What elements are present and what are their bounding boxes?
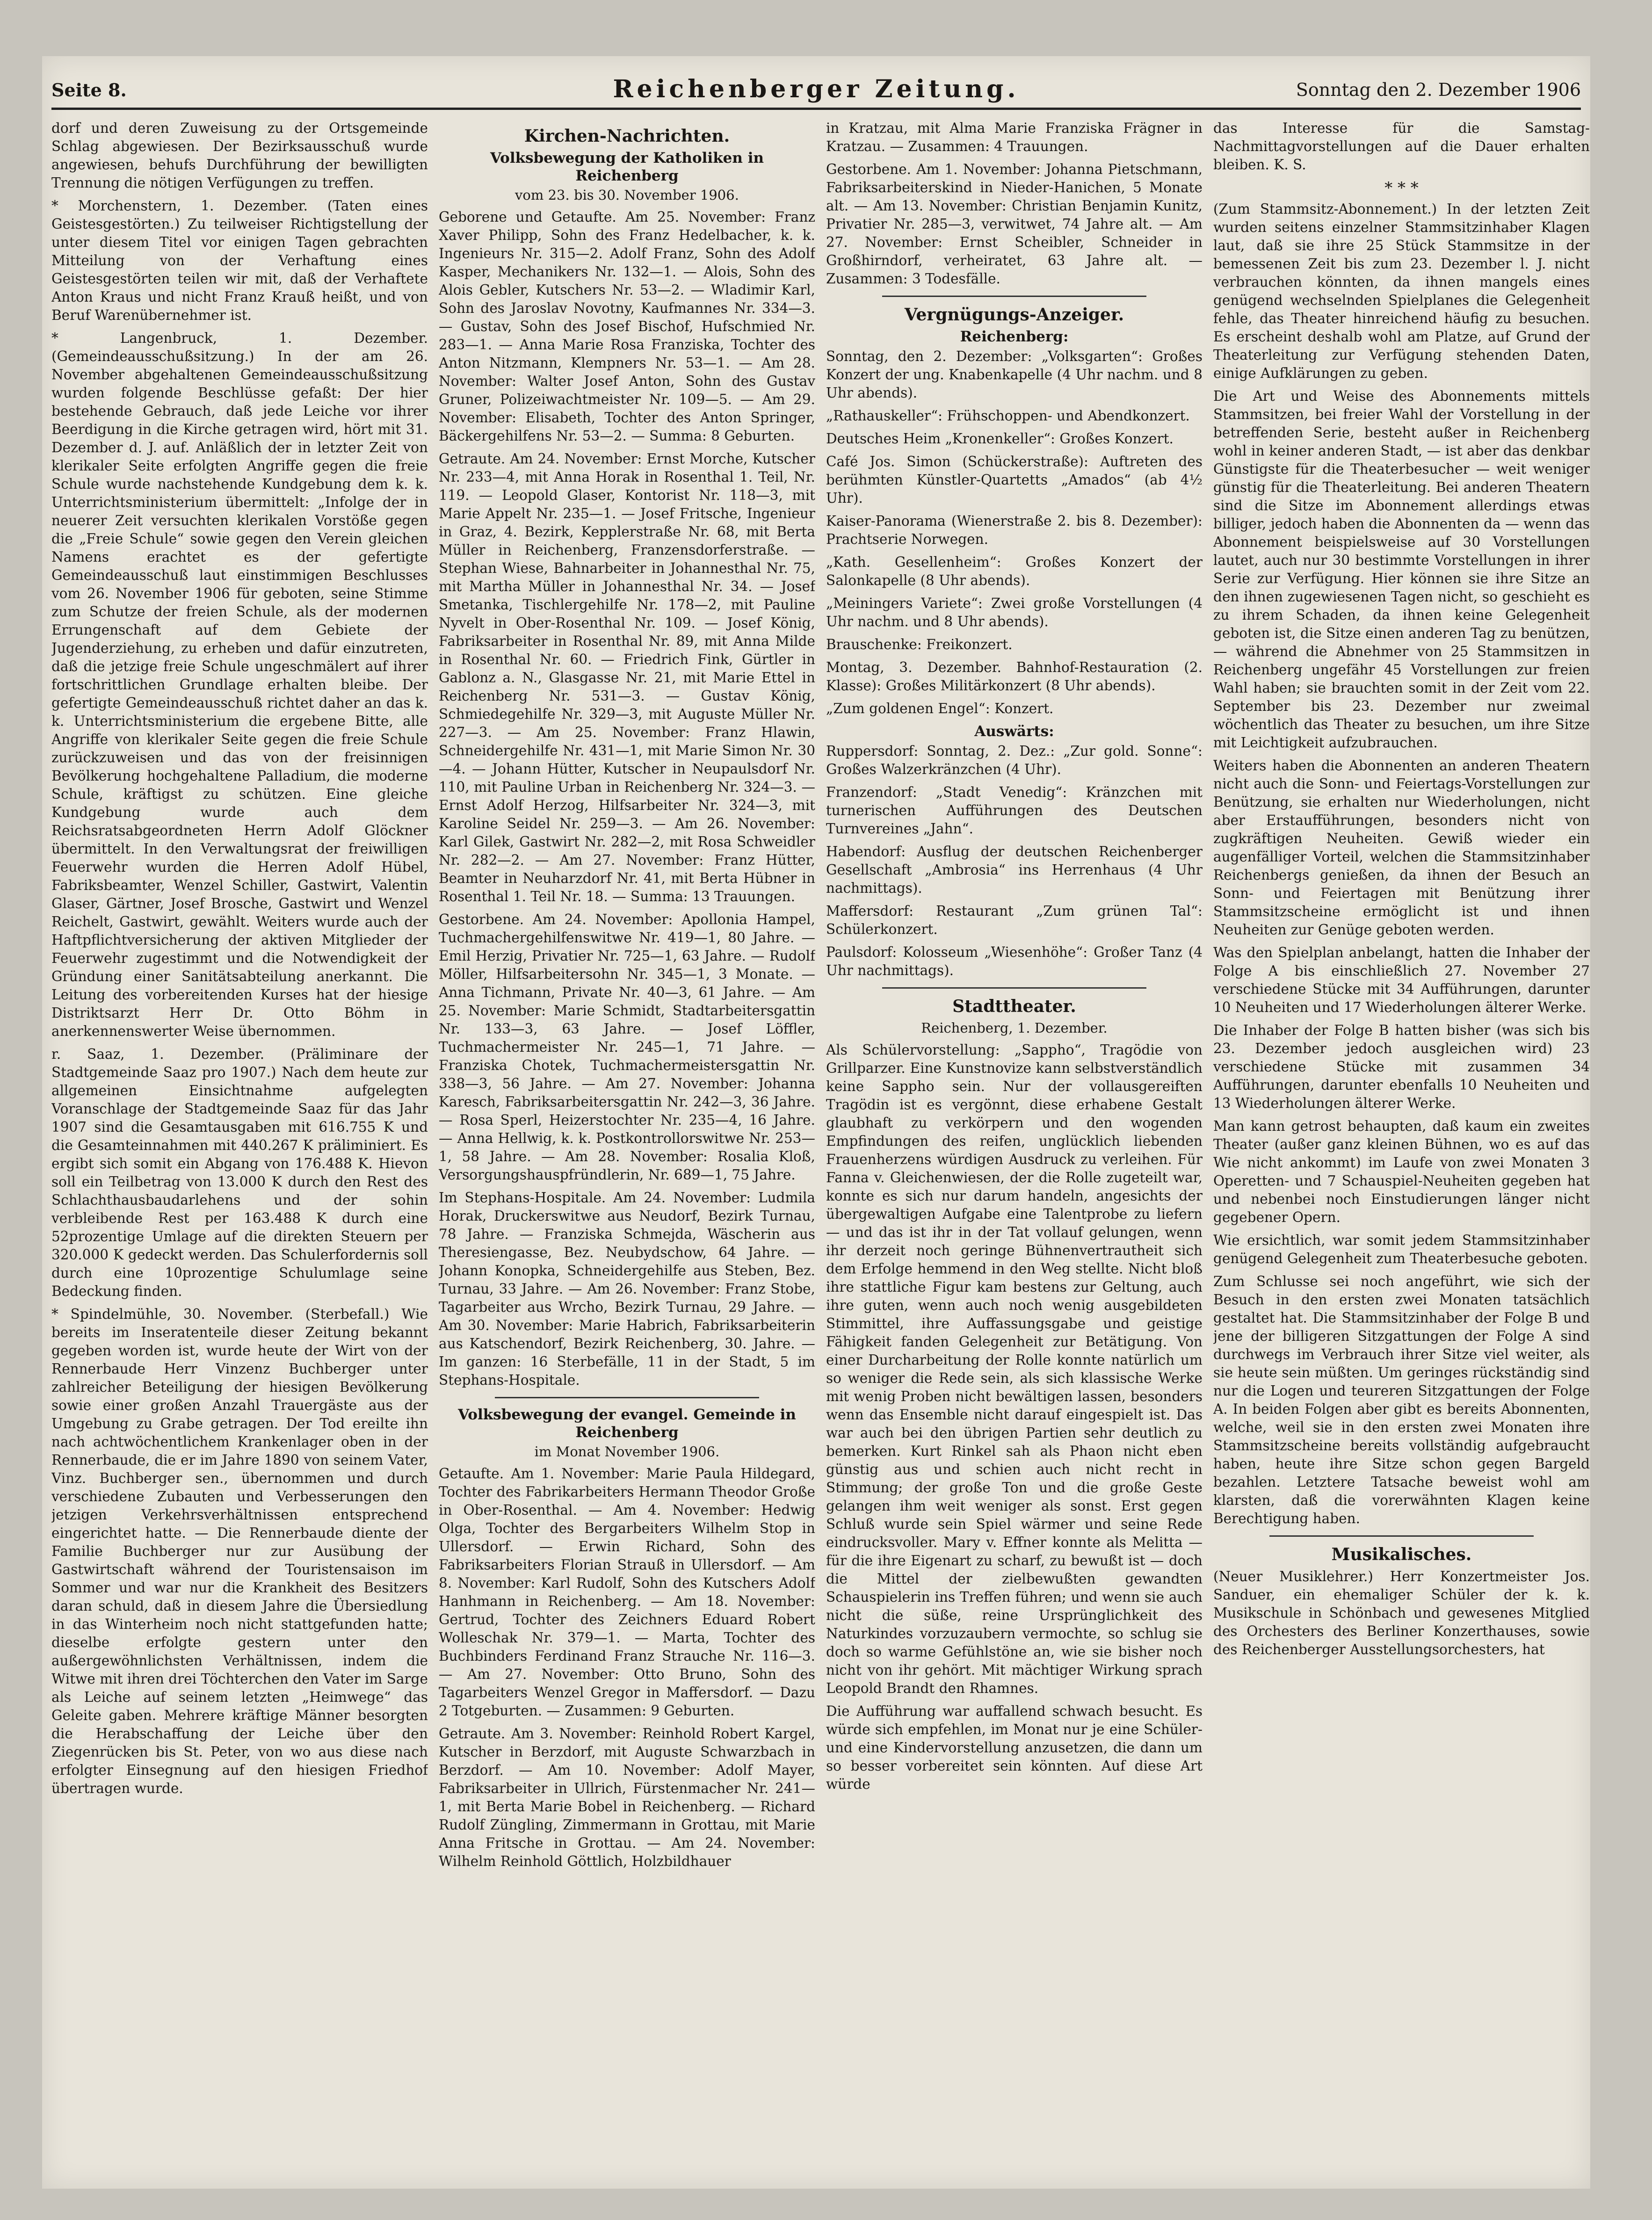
listing: Sonntag, den 2. Dezember: „Volksgarten“: Großes Konzert der ung. Knabenkapelle (4 Uhr nachm. und 8 Uhr abends).: [826, 348, 1203, 401]
births: Geborene und Getaufte. Am 25. November: Franz Xaver Philipp, Sohn des Franz Hedelbacher, k. k. Ingenieurs Nr. 315—2. Adolf Franz, Sohn des Adolf Kasper, Mechanikers Nr. 132—1. — Alois, Sohn des Alois Gebler, Kutschers Nr. 53—2. — Wladimir Karl, Sohn des Jaroslav Novotny, Kaufmannes Nr. 334—3. — Gustav, Sohn des Josef Bischof, Hufschmied Nr. 283—1. — Anna Marie Rosa Franziska, Tochter des Anton Nitzmann, Klempners Nr. 53—1. — Am 28. November: Walter Josef Anton, Sohn des Gustav Gruner, Polizeiwachtmeister Nr. 109—5. — Am 29. November: Elisabeth, Tochter des Anton Springer, Bäckergehilfens Nr. 53—2. — Summa: 8 Geburten.: [439, 209, 815, 444]
news-morchenstern: * Morchenstern, 1. Dezember. (Taten eines Geistesgestörten.) Zu teilweiser Richtigstellung der unter diesem Titel vor einigen Tagen gebrachten Mitteilung von der Verhaftung eines Geistesgestörten teilen wir mit, daß der Verhaftete Anton Kraus und nicht Franz Krauß heißt, und von Beruf Warenübernehmer ist.: [51, 198, 428, 323]
month-label: im Monat November 1906.: [534, 1444, 720, 1460]
listing: „Kath. Gesellenheim“: Großes Konzert der Salonkapelle (8 Uhr abends).: [826, 554, 1203, 588]
listing: Café Jos. Simon (Schückerstraße): Auftreten des berühmten Künstler-Quartetts „Amados“ (ab 4½ Uhr).: [826, 454, 1203, 506]
divider: [882, 296, 1146, 297]
hospital-deaths: Im Stephans-Hospitale. Am 24. November: Ludmila Horak, Druckerswitwe aus Neudorf, Bezirk Turnau, 78 Jahre. — Franziska Schmejda, Wäscherin aus Theresiengasse, Bez. Neubydschow, 64 Jahre. — Johann Konopka, Schneidergehilfe aus Steben, Bez. Turnau, 33 Jahre. — Am 26. November: Franz Stobe, Tagarbeiter aus Wrcho, Bezirk Turnau, 29 Jahre. — Am 30. November: Marie Habrich, Fabriksarbeiterin aus Katschendorf, Bezirk Reichenberg, 30. Jahre. — Im ganzen: 16 Sterbefälle, 11 in der Stadt, 5 im Stephans-Hospitale.: [439, 1190, 815, 1388]
column-4: [1213, 119, 1590, 2170]
paragraph: (Neuer Musiklehrer.) Herr Konzertmeister Jos. Sanduer, ein ehemaliger Schüler der k. k. Musikschule in Schönbach und gewesenes Mitglied des Orchesters des Berliner Konzerthauses, sowie des Reichenberger Ausstellungsorchesters, hat: [1213, 1569, 1590, 1657]
listing: Paulsdorf: Kolosseum „Wiesenhöhe“: Großer Tanz (4 Uhr nachmittags).: [826, 944, 1203, 978]
divider: [1269, 1535, 1534, 1537]
divider: [882, 987, 1146, 989]
paragraph: Zum Schlusse sei noch angeführt, wie sich der Besuch in den ersten zwei Monaten tatsächlich gestaltet hat. Die Stammsitzinhaber der Folge B und jene der billigeren Sitzgattungen der Folge A sind durchwegs im Verbrauch ihrer Sitze viel weiter, als sie heute sein müßten. Um geringes rückständig sind nur die Logen und teureren Sitzgattungen der Folge A. In beiden Folgen aber gibt es bereits Abonnenten, welche, weil sie in den ersten zwei Monaten ihre Stammsitzscheine bereits vollständig aufgebraucht haben, heute ihre Sitze schon gegen Bargeld bezahlen. Letztere Tatsache beweist wohl am klarsten, daß die vorerwähnten Klagen keine Berechtigung haben.: [1213, 1273, 1590, 1526]
paragraph: das Interesse für die Samstag-Nachmittagvorstellungen auf die Dauer erhalten bleiben. K. S.: [1213, 120, 1590, 173]
evangel-deaths: Gestorbene. Am 1. November: Johanna Pietschmann, Fabriksarbeiterskind in Nieder-Hanichen, 5 Monate alt. — Am 13. November: Christian Benjamin Kunitz, Privatier Nr. 285—3, verwitwet, 74 Jahre alt. — Am 27. November: Ernst Scheibler, Schneider in Großhirndorf, verheiratet, 63 Jahre alt. — Zusammen: 3 Todesfälle.: [826, 161, 1203, 287]
subheading-reichenberg: Reichenberg:: [960, 328, 1069, 345]
abonnement-notice: (Zum Stammsitz-Abonnement.) In der letzten Zeit wurden seitens einzelner Stammsitzinhaber Klagen laut, daß sie ihre 25 Stück Stammsitze in der bemessenen Zeit bis zum 23. Dezember l. J. nicht verbrauchen könnten, da ihnen mangels eines genügend wechselnden Spielplanes die Gelegenheit fehle, das Theater hinreichend häufig zu besuchen. Es erscheint deshalb wohl am Platze, auf Grund der Theaterleitung zur Verfügung stehenden Daten, einige Aufklärungen zu geben.: [1213, 201, 1590, 381]
listing: Habendorf: Ausflug der deutschen Reichenberger Gesellschaft „Ambrosia“ ins Herrenhaus (4 Uhr nachmittags).: [826, 844, 1203, 896]
paragraph: Die Art und Weise des Abonnements mittels Stammsitzen, bei freier Wahl der Vorstellung in der betreffenden Serie, besteht außer in Reichenberg wohl in keiner anderen Stadt, — ist aber das denkbar Günstigste für die Theaterbesucher — weit weniger günstig für die Theaterleitung. Bei anderen Theatern sind die Sitze im Abonnement allerdings etwas billiger, jedoch haben die Abonnenten da — wenn das Abonnement beispielsweise auf 30 Vorstellungen lautet, auch nur 30 bestimmte Vorstellungen in ihrer Serie zur Verfügung. Hier können sie ihre Sitze an den ihnen zugewiesenen Tagen nicht, so geschieht es zu ihrem Schaden, da ihnen keine Gelegenheit geboten ist, die Sitze einen anderen Tag zu benützen, — während die Abnehmer von 25 Stammsitzen in Reichenberg ungefähr 45 Vorstellungen zur freien Wahl haben; sie brauchten somit in der Zeit vom 22. September bis 23. Dezember nur zweimal wöchentlich das Theater zu besuchen, um ihre Sitze mit Leichtigkeit aufzubrauchen.: [1213, 388, 1590, 751]
divider: [495, 1397, 759, 1398]
theater-review: Die Aufführung war auffallend schwach besucht. Es würde sich empfehlen, im Monat nur je eine Schüler- und eine Kindervorstellung anzusetzen, die dann um so besser vorbereitet sein könnten. Auf diese Art würde: [826, 1703, 1203, 1792]
news-spindelmuehle: * Spindelmühle, 30. November. (Sterbefall.) Wie bereits im Inseratenteile dieser Zeitung bekannt gegeben worden ist, wurde heute der Wirt von der Rennerbaude Herr Vinzenz Buchberger unter zahlreicher Beteiligung der hiesigen Bevölkerung sowie einer großen Anzahl Trauergäste aus der Umgebung zu Grabe getragen. Der Tod ereilte ihn nach achtwöchentlichem Krankenlager oben in der Rennerbaude, die er im Jahre 1890 von seinem Vater, Vinz. Buchberger sen., übernommen und durch verschiedene Zubauten und Verbesserungen den jetzigen Verkehrsverhältnissen entsprechend eingerichtet hatte. — Die Rennerbaude diente der Familie Buchberger nur zur Ausübung der Gastwirtschaft während der Touristensaison im Sommer und war nur die Krankheit des Besitzers daran schuld, daß in diesem Jahre die Übersiedlung in das Winterheim noch nicht stattgefunden hatte; dieselbe erfolgte gestern unter den außergewöhnlichsten Verhältnissen, indem die Witwe mit ihren drei Töchterchen den Vater im Sarge als Leiche auf seinem letzten „Heimwege“ das Geleite gaben. Mehrere kräftige Männer besorgten die Herabschaffung der Leiche über den Ziegenrücken bis St. Peter, von wo aus diese nach erfolgter Einsegnung auf den hiesigen Friedhof übertragen wurde.: [51, 1306, 428, 1796]
listing: Montag, 3. Dezember. Bahnhof-Restauration (2. Klasse): Großes Militärkonzert (8 Uhr abends).: [826, 659, 1203, 694]
theater-review: Als Schülervorstellung: „Sappho“, Tragödie von Grillparzer. Eine Kunstnovize kann selbstverständlich keine Sappho sein. Nur der vollausgereiften Tragödin ist es vergönnt, diese erhabene Gestalt glaubhaft zu verkörpern und den wogenden Empfindungen des reifen, unglücklich liebenden Frauenherzens würdigen Ausdruck zu verleihen. Für Fanna v. Gleichenwiesen, der die Rolle zugeteilt war, konnte es sich nur darum handeln, angesichts der übergewaltigen Aufgabe eine Talentprobe zu liefern — und das ist ihr in der Tat vollauf gelungen, wenn ihr derzeit noch geringe Bühnenvertrautheit sich dem Erfolge hemmend in den Weg stellte. Nicht bloß ihre stattliche Figur kam bestens zur Geltung, auch ihre guten, wenn auch noch wenig ausgebildeten Stimmittel, ihre Auffassungsgabe und geistige Fähigkeit fanden Gelegenheit zur Betätigung. Von einer Durcharbeitung der Rolle konnte natürlich um so weniger die Rede sein, als sich klassische Werke mit wenig Proben nicht bewältigen lassen, besonders wenn das Ensemble nicht darauf eingespielt ist. Das war auch bei den übrigen Partien sehr deutlich zu bemerken. Kurt Rinkel sah als Phaon nicht eben günstig aus und schien auch nicht recht in Stimmung; der große Ton und die große Geste gelangen ihm weit weniger als sonst. Erst gegen Schluß wurde sein Spiel wärmer und seine Rede eindrucksvoller. Mary v. Effner konnte als Melitta — für die ihre Eigenart zu scharf, zu bewußt ist — doch die Mittel der zielbewußten gewandten Schauspielerin ins Treffen führen; und wenn sie auch nicht die süße, reine Ursprünglichkeit des Naturkindes vorzuzaubern vermochte, so schlug sie doch so warme Gefühlstöne an, wie sie bisher noch nicht von ihr gehört. Mit mächtiger Wirkung sprach Leopold Brandt den Rhamnes.: [826, 1042, 1203, 1696]
date-range: vom 23. bis 30. November 1906.: [515, 187, 739, 203]
page-number: Seite 8.: [51, 80, 127, 101]
subheading-evangel: Volksbewegung der evangel. Gemeinde in Reichenberg: [458, 1406, 796, 1441]
dateline: Reichenberg, 1. Dezember.: [921, 1020, 1108, 1036]
issue-date: Sonntag den 2. Dezember 1906: [1296, 80, 1581, 100]
listing: Deutsches Heim „Kronenkeller“: Großes Konzert.: [826, 431, 1174, 447]
deaths: Gestorbene. Am 24. November: Apollonia Hampel, Tuchmachergehilfenswitwe Nr. 419—1, 80 Jahre. — Emil Herzig, Privatier Nr. 725—1, 63 Jahre. — Rudolf Möller, Hilfsarbeitersohn Nr. 345—1, 3 Monate. — Anna Tichmann, Private Nr. 40—3, 61 Jahre. — Am 25. November: Marie Schmidt, Stadtarbeitersgattin Nr. 133—3, 63 Jahre. — Josef Löffler, Tuchmachermeister Nr. 245—1, 71 Jahre. — Franziska Chotek, Tuchmachermeistersgattin Nr. 338—3, 56 Jahre. — Am 27. November: Johanna Karesch, Fabriksarbeitersgattin Nr. 242—3, 36 Jahre. — Rosa Sperl, Heizerstochter Nr. 235—4, 16 Jahre. — Anna Hellwig, k. k. Postkontrollorswitwe Nr. 253—1, 58 Jahre. — Am 28. November: Rosalia Kloß, Versorgungshauspfründlerin, Nr. 689—1, 75 Jahre.: [439, 911, 815, 1183]
listing: Brauschenke: Freikonzert.: [826, 636, 1013, 652]
marriages: Getraute. Am 24. November: Ernst Morche, Kutscher Nr. 233—4, mit Anna Horak in Rosenthal 1. Teil, Nr. 119. — Leopold Glaser, Kontorist Nr. 118—3, mit Marie Appelt Nr. 235—1. — Josef Fritsche, Ingenieur in Graz, 4. Bezirk, Kepplerstraße Nr. 68, mit Berta Müller in Reichenberg, Franzensdorferstraße. — Stephan Wiese, Bahnarbeiter in Johannesthal Nr. 75, mit Martha Müller in Johannesthal Nr. 34. — Josef Smetanka, Tischlergehilfe Nr. 178—2, mit Pauline Nyvelt in Ober-Rosenthal Nr. 109. — Josef König, Fabriksarbeiter in Rosenthal Nr. 89, mit Anna Milde in Rosenthal Nr. 60. — Friedrich Fink, Gürtler in Gablonz a. N., Glasgasse Nr. 21, mit Marie Ettel in Reichenberg Nr. 531—3. — Gustav König, Schmiedegehilfe Nr. 329—3, mit Auguste Müller Nr. 227—3. — Am 25. November: Franz Hlawin, Schneidergehilfe Nr. 431—1, mit Marie Simon Nr. 30—4. — Johann Hütter, Kutscher in Neupaulsdorf Nr. 110, mit Pauline Urban in Reichenberg Nr. 324—3. — Ernst Adolf Herzog, Hilfsarbeiter Nr. 324—3, mit Karoline Seidel Nr. 259—3. — Am 26. November: Karl Gilek, Gastwirt Nr. 282—2, mit Rosa Schweidler Nr. 282—2. — Am 27. November: Franz Hütter, Beamter in Neuharzdorf Nr. 41, mit Berta Hübner in Rosenthal 1. Teil Nr. 18. — Summa: 13 Trauungen.: [439, 451, 815, 904]
paragraph: dorf und deren Zuweisung zu der Ortsgemeinde Schlag abgewiesen. Der Bezirksausschuß wurde angewiesen, behufs Durchführung der bewilligten Trennung die nötigen Verfügungen zu treffen.: [51, 120, 428, 191]
column-3: [826, 119, 1203, 2170]
separator-stars: * * *: [1384, 179, 1419, 197]
listing: Ruppersdorf: Sonntag, 2. Dez.: „Zur gold. Sonne“: Großes Walzerkränzchen (4 Uhr).: [826, 743, 1203, 777]
paragraph: Weiters haben die Abonnenten an anderen Theatern nicht auch die Sonn- und Feiertags-Vorstellungen zur Benützung, sie erhalten nur Wiederholungen, nicht aber Erstaufführungen, besonders nicht von zugkräftigen Neuheiten. Gewiß wieder ein augenfälliger Vorteil, welchen die Stammsitzinhaber Reichenbergs genießen, da ihnen der Besuch an Sonn- und Feiertagen mit Benützung ihrer Stammsitzscheine ermöglicht ist und ihnen Neuheiten zur Genüge geboten werden.: [1213, 758, 1590, 938]
section-heading-kirchen: Kirchen-Nachrichten.: [524, 126, 730, 146]
page-header: [51, 75, 1581, 110]
listing: „Rathauskeller“: Frühschoppen- und Abendkonzert.: [826, 408, 1190, 424]
paragraph: Die Inhaber der Folge B hatten bisher (was sich bis 23. Dezember jedoch ausgleichen wird) 23 verschiedene Stücke mit zusammen 34 Aufführungen, darunter ebenfalls 10 Neuheiten und 13 Wiederholungen älterer Werke.: [1213, 1022, 1590, 1111]
listing: Franzendorf: „Stadt Venedig“: Kränzchen mit turnerischen Aufführungen des Deutschen Turnvereines „Jahn“.: [826, 784, 1203, 837]
column-2: [439, 119, 815, 2170]
section-heading-vergnuegungen: Vergnügungs-Anzeiger.: [904, 305, 1124, 325]
paragraph: Man kann getrost behaupten, daß kaum ein zweites Theater (außer ganz kleinen Bühnen, wo es auf das Wie nicht ankommt) im Laufe von zwei Monaten 3 Operetten- und 7 Schauspiel-Neuheiten gegeben hat und nebenbei noch Einstudierungen länger nicht gegebener Opern.: [1213, 1118, 1590, 1225]
evangel-births: Getaufte. Am 1. November: Marie Paula Hildegard, Tochter des Fabrikarbeiters Hermann Theodor Große in Ober-Rosenthal. — Am 4. November: Hedwig Olga, Tochter des Bergarbeiters Wilhelm Stop in Ullersdorf. — Erwin Richard, Sohn des Fabriksarbeiters Florian Strauß in Ullersdorf. — Am 8. November: Karl Rudolf, Sohn des Kutschers Adolf Hanhmann in Reichenberg. — Am 18. November: Gertrud, Tochter des Zeichners Eduard Robert Wolleschak Nr. 379—1. — Marta, Tochter des Buchbinders Ferdinand Franz Strauche Nr. 116—3. — Am 27. November: Otto Bruno, Sohn des Tagarbeiters Wenzel Gregor in Maffersdorf. — Dazu 2 Totgeburten. — Zusammen: 9 Geburten.: [439, 1466, 815, 1719]
section-heading-musikalisches: Musikalisches.: [1331, 1545, 1472, 1564]
news-saaz: r. Saaz, 1. Dezember. (Präliminare der Stadtgemeinde Saaz pro 1907.) Nach dem heute zur allgemeinen Einsichtnahme aufgelegten Voranschlage der Stadtgemeinde Saaz für das Jahr 1907 sind die Gesamtausgaben mit 616.755 K und die Gesamteinnahmen mit 440.267 K präliminiert. Es ergibt sich somit ein Abgang von 176.488 K. Hievon soll ein Teilbetrag von 13.000 K durch den Rest des Schlachthausbaudarlehens und der sohin verbleibende Rest per 163.488 K durch eine 52prozentige Umlage auf die direkten Steuern per 320.000 K gedeckt werden. Das Schulerfordernis soll durch eine 10prozentige Schulumlage seine Bedeckung finden.: [51, 1046, 428, 1299]
paragraph: Was den Spielplan anbelangt, hatten die Inhaber der Folge A bis einschließlich 27. November 27 verschiedene Stücke mit 34 Aufführungen, darunter 10 Neuheiten und 17 Wiederholungen älterer Werke.: [1213, 945, 1590, 1015]
columns: [51, 119, 1590, 2170]
subheading-auswaerts: Auswärts:: [974, 723, 1054, 740]
section-heading-stadttheater: Stadttheater.: [952, 997, 1076, 1016]
listing: „Meiningers Variete“: Zwei große Vorstellungen (4 Uhr nachm. und 8 Uhr abends).: [826, 595, 1203, 629]
paragraph: in Kratzau, mit Alma Marie Franziska Frägner in Kratzau. — Zusammen: 4 Trauungen.: [826, 120, 1203, 154]
listing: „Zum goldenen Engel“: Konzert.: [826, 701, 1054, 716]
newspaper-page: [42, 56, 1590, 2189]
listing: Kaiser-Panorama (Wienerstraße 2. bis 8. Dezember): Prachtserie Norwegen.: [826, 513, 1203, 547]
column-1: [51, 119, 428, 2170]
news-langenbruck: * Langenbruck, 1. Dezember. (Gemeindeausschußsitzung.) In der am 26. November abgehaltenen Gemeindeausschußsitzung wurden folgende Beschlüsse gefaßt: Der hier bestehende Gebrauch, daß jede Leiche vor ihrer Beerdigung in die Kirche getragen wird, hört mit 31. Dezember d. J. auf. Anläßlich der in letzter Zeit von klerikaler Seite erfolgten Angriffe gegen die freie Schule wurde nachstehende Kundgebung dem k. k. Unterrichtsministerium übermittelt: „Infolge der in neuerer Zeit versuchten klerikalen Vorstöße gegen die „Freie Schule“ sowie gegen den Verein gleichen Namens erachtet es der gefertigte Gemeindeausschuß laut einstimmigen Beschlusses vom 26. November 1906 für geboten, seine Stimme zum Schutze der freien Schule, als der modernen Errungenschaft auf dem Gebiete der Jugenderziehung, zu erheben und dafür einzutreten, daß die jetzige freie Schule ungeschmälert auf ihrer fortschrittlichen Grundlage erhalten bleibe. Der gefertigte Gemeindeausschuß richtet daher an das k. k. Unterrichtsministerium die ergebene Bitte, alle Angriffe von klerikaler Seite gegen die freie Schule zurückzuweisen und das von der freisinnigen Bevölkerung hochgehaltene Palladium, die moderne Schule, kräftigst zu schützen. Eine gleiche Kundgebung wurde auch dem Reichsratsabgeordneten Herrn Adolf Glöckner übermittelt. In den Verwaltungsrat der freiwilligen Feuerwehr wurden die Herren Adolf Hübel, Fabriksbeamter, Wenzel Schiller, Gastwirt, Valentin Glaser, Gärtner, Josef Brosche, Gastwirt und Wenzel Reichelt, Gastwirt, gewählt. Weiters wurde auch der Haftpflichtversicherung der aktiven Mitglieder der Feuerwehr zugestimmt und die Notwendigkeit der Gründung einer Sanitätsabteilung anerkannt. Die Leitung des vorbereitenden Kurses hat der hiesige Distriktsarzt Herr Dr. Otto Böhm in anerkennenswerter Weise übernommen.: [51, 330, 428, 1039]
subheading-katholiken: Volksbewegung der Katholiken in Reichenberg: [490, 150, 764, 184]
evangel-marriages: Getraute. Am 3. November: Reinhold Robert Kargel, Kutscher in Berzdorf, mit Auguste Schwarzbach in Berzdorf. — Am 10. November: Adolf Mayer, Fabriksarbeiter in Ullrich, Fürstenmacher Nr. 241—1, mit Berta Marie Bobel in Reichenberg. — Richard Rudolf Züngling, Zimmermann in Grottau, mit Marie Anna Fritsche in Grottau. — Am 24. November: Wilhelm Reinhold Göttlich, Holzbildhauer: [439, 1726, 815, 1869]
paragraph: Wie ersichtlich, war somit jedem Stammsitzinhaber genügend Gelegenheit zum Theaterbesuche geboten.: [1213, 1232, 1590, 1266]
masthead-title: Reichenberger Zeitung.: [613, 75, 1020, 103]
listing: Maffersdorf: Restaurant „Zum grünen Tal“: Schülerkonzert.: [826, 903, 1203, 937]
